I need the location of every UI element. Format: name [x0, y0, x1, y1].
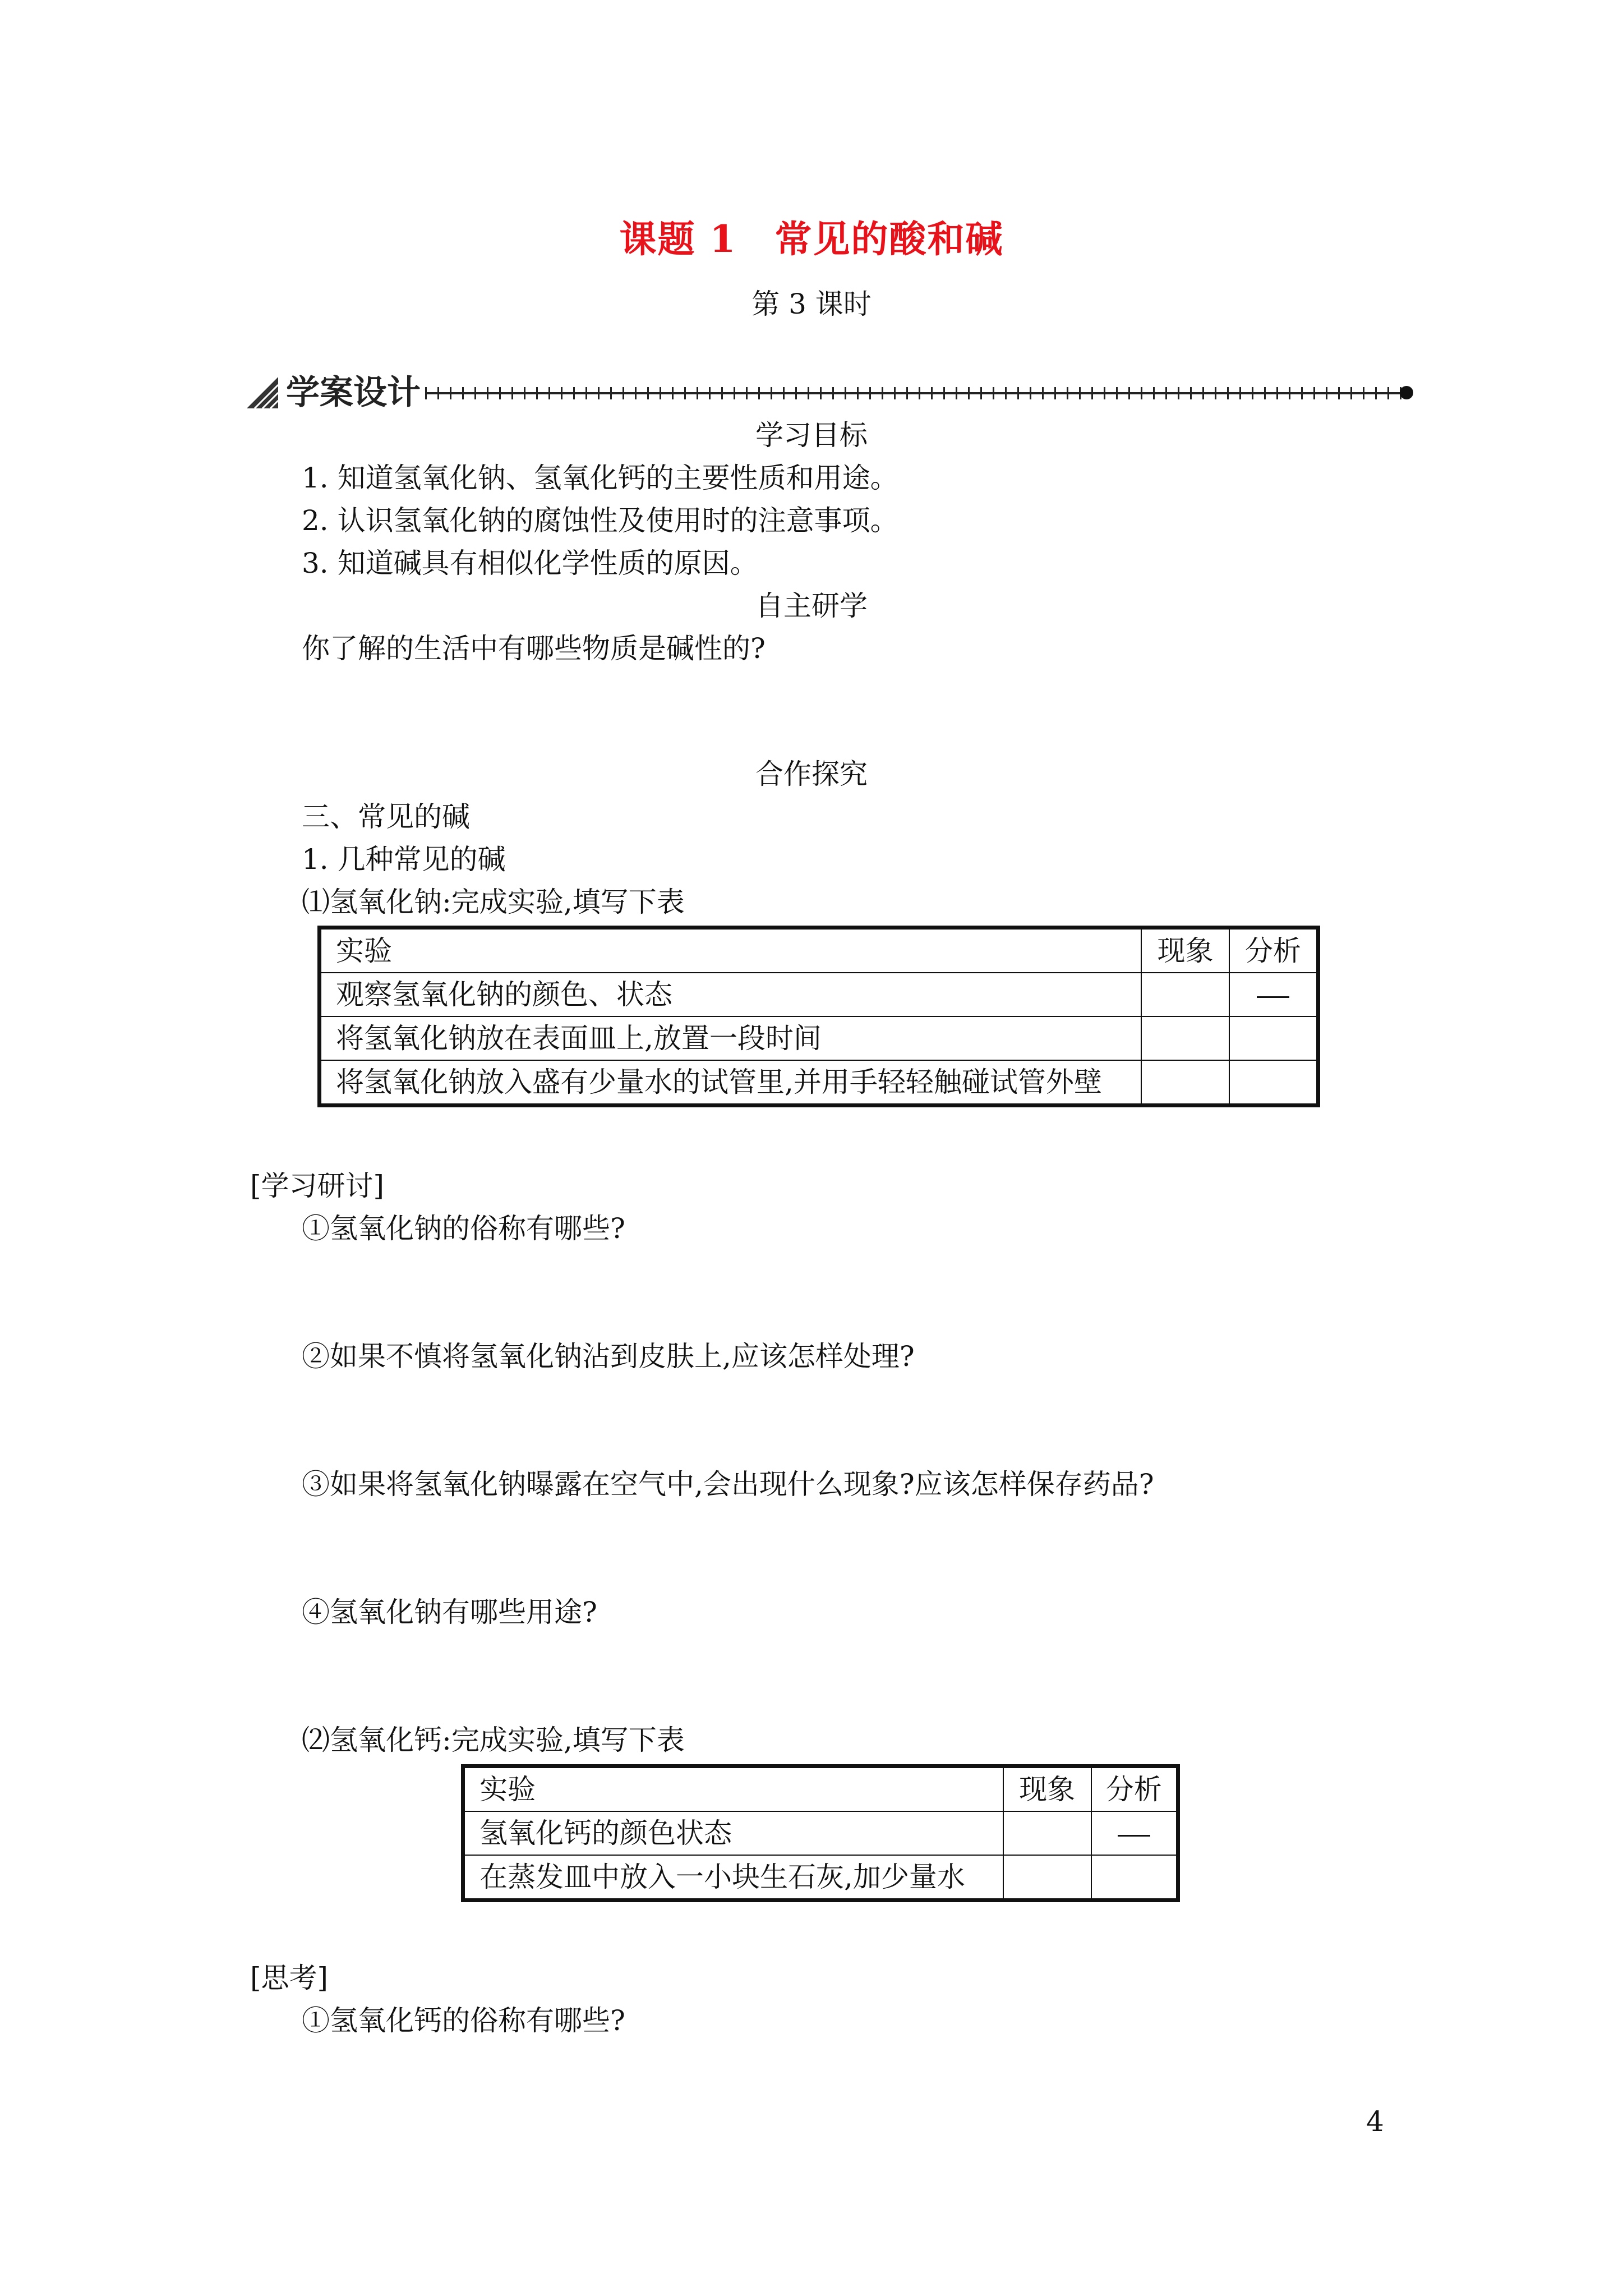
dash-mark	[1118, 1835, 1150, 1837]
analysis-cell-dash	[1091, 1811, 1178, 1855]
table-row	[463, 1855, 1178, 1901]
phenomenon-cell[interactable]	[1003, 1855, 1091, 1901]
table-row	[320, 1016, 1318, 1060]
banner-end-dot	[1400, 386, 1413, 399]
self-study-question: 你了解的生活中有哪些物质是碱性的?	[302, 632, 766, 665]
phenomenon-cell[interactable]	[1003, 1811, 1091, 1855]
phenomenon-cell[interactable]	[1141, 1060, 1229, 1106]
learning-goals-heading: 学习目标	[755, 419, 868, 452]
cooperation-heading: 合作探究	[755, 758, 868, 790]
discussion-question: ④氢氧化钠有哪些用途?	[302, 1596, 597, 1628]
thinking-question: ①氢氧化钙的俗称有哪些?	[302, 2004, 625, 2037]
analysis-cell[interactable]	[1229, 1016, 1318, 1060]
thinking-heading: [思考]	[250, 1962, 329, 1994]
banner-ticks	[425, 387, 1402, 399]
caoh-intro: ⑵氢氧化钙:完成实验,填写下表	[302, 1724, 685, 1756]
discussion-question: ①氢氧化钠的俗称有哪些?	[302, 1212, 625, 1245]
lesson-subtitle: 第 3 课时	[751, 288, 872, 320]
discussion-question: ③如果将氢氧化钠曝露在空气中,会出现什么现象?应该怎样保存药品?	[302, 1468, 1154, 1501]
table-header-row	[463, 1766, 1178, 1812]
experiment-cell: 观察氢氧化钠的颜色、状态	[320, 973, 1142, 1016]
experiment-cell: 将氢氧化钠放在表面皿上,放置一段时间	[320, 1016, 1142, 1060]
sub-heading: 1. 几种常见的碱	[302, 843, 506, 876]
header-experiment: 实验	[320, 928, 1142, 973]
table-row	[320, 1060, 1318, 1106]
phenomenon-cell[interactable]	[1141, 1016, 1229, 1060]
section-banner	[247, 370, 1413, 415]
page-number: 4	[1366, 2105, 1384, 2138]
page-title: 课题 1 常见的酸和碱	[619, 217, 1004, 261]
header-phenomenon: 现象	[1003, 1766, 1091, 1812]
analysis-cell[interactable]	[1229, 1060, 1318, 1106]
caoh-experiment-table	[461, 1764, 1180, 1902]
part-heading: 三、常见的碱	[302, 800, 470, 833]
discussion-question: ②如果不慎将氢氧化钠沾到皮肤上,应该怎样处理?	[302, 1340, 915, 1373]
naoh-intro: ⑴氢氧化钠:完成实验,填写下表	[302, 886, 685, 918]
table-header-row	[320, 928, 1318, 973]
header-phenomenon: 现象	[1141, 928, 1229, 973]
experiment-cell: 将氢氧化钠放入盛有少量水的试管里,并用手轻轻触碰试管外壁	[320, 1060, 1142, 1106]
stairs-icon	[247, 377, 278, 408]
self-study-heading: 自主研学	[755, 590, 868, 622]
analysis-cell[interactable]	[1091, 1855, 1178, 1901]
dash-mark	[1257, 996, 1289, 998]
discussion-heading: [学习研讨]	[250, 1170, 385, 1202]
goal-item: 2. 认识氢氧化钠的腐蚀性及使用时的注意事项。	[302, 504, 898, 537]
header-analysis: 分析	[1229, 928, 1318, 973]
banner-label: 学案设计	[286, 373, 421, 412]
table-row	[463, 1811, 1178, 1855]
goal-item: 1. 知道氢氧化钠、氢氧化钙的主要性质和用途。	[302, 462, 898, 494]
experiment-cell: 氢氧化钙的颜色状态	[463, 1811, 1003, 1855]
table-row	[320, 973, 1318, 1016]
phenomenon-cell[interactable]	[1141, 973, 1229, 1016]
header-experiment: 实验	[463, 1766, 1003, 1812]
analysis-cell-dash	[1229, 973, 1318, 1016]
naoh-experiment-table	[317, 926, 1320, 1107]
experiment-cell: 在蒸发皿中放入一小块生石灰,加少量水	[463, 1855, 1003, 1901]
goal-item: 3. 知道碱具有相似化学性质的原因。	[302, 547, 758, 579]
header-analysis: 分析	[1091, 1766, 1178, 1812]
